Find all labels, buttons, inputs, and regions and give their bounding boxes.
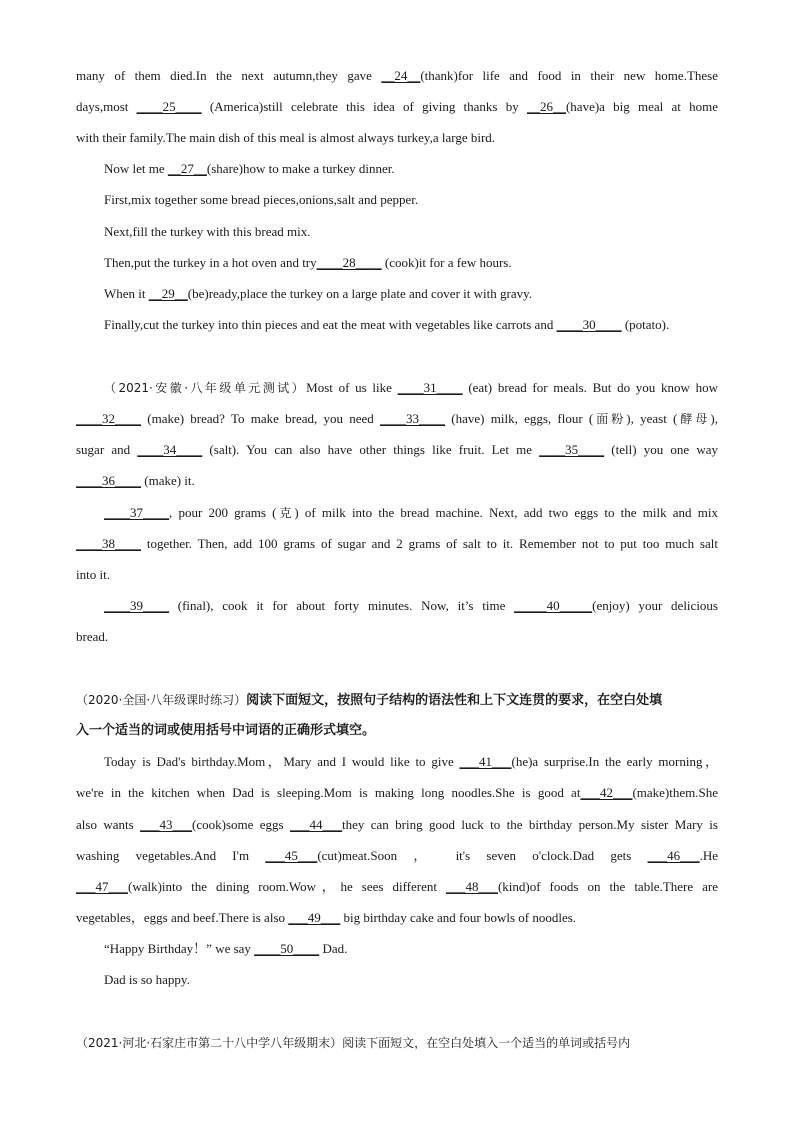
p2-line-5: ____37____, pour 200 grams (克) of milk into the bread machine. Next, add two eggs to the milk and mix <box>104 505 718 520</box>
blank-38[interactable]: ____38____ <box>76 536 141 551</box>
blank-40[interactable]: _____40_____ <box>514 598 593 613</box>
p3-instruction-1: （2020·全国·八年级课时练习）阅读下面短文，按照句子结构的语法性和上下文连贯的要求，在空白处填 <box>76 693 663 708</box>
p1-line-7: Then,put the turkey in a hot oven and try____28____ (cook)it for a few hours. <box>104 255 512 270</box>
p3-line-3: also wants ___43___(cook)some eggs ___44___they can bring good luck to the birthday person.My sister Mary is <box>76 817 718 832</box>
p3-line-4: washing vegetables.And I'm ___45___(cut)meat.Soon ， it's seven o'clock.Dad gets ___46___.He <box>76 848 718 863</box>
blank-41[interactable]: ___41___ <box>459 754 512 769</box>
p3-line-1: Today is Dad's birthday.Mom，Mary and I would like to give ___41___(he)a surprise.In the early morning， <box>104 754 718 769</box>
p2-line-8: ____39____ (final), cook it for about forty minutes. Now, it’s time _____40_____(enjoy) your delicious <box>104 598 718 613</box>
blank-36[interactable]: ____36____ <box>76 473 141 488</box>
blank-42[interactable]: ___42___ <box>580 785 633 800</box>
p2-line-3: sugar and ____34____ (salt). You can also have other things like fruit. Let me ____35____ (tell) you one way <box>76 442 718 457</box>
p4-instruction: （2021·河北·石家庄市第二十八中学八年级期末）阅读下面短文，在空白处填入一个适当的单词或括号内 <box>76 1036 631 1050</box>
blank-28[interactable]: ____28____ <box>316 255 382 270</box>
p3-line-7: “Happy Birthday！” we say ____50____ Dad. <box>104 941 348 956</box>
p1-line-4: Now let me __27__(share)how to make a turkey dinner. <box>104 161 395 176</box>
p3-line-6: vegetables，eggs and beef.There is also ___49___ big birthday cake and four bowls of noodles. <box>76 910 577 925</box>
blank-32[interactable]: ____32____ <box>76 411 141 426</box>
blank-26[interactable]: __26__ <box>526 99 566 114</box>
blank-44[interactable]: ___44___ <box>290 817 342 832</box>
blank-30[interactable]: ____30____ <box>556 317 622 332</box>
source-label: （2020·全国·八年级课时练习） <box>76 693 247 707</box>
p2-line-7: into it. <box>76 567 110 582</box>
blank-29[interactable]: __29__ <box>148 286 188 301</box>
blank-24[interactable]: __24__ <box>381 68 421 83</box>
p1-line-3: with their family.The main dish of this meal is almost always turkey,a large bird. <box>76 130 496 145</box>
blank-27[interactable]: __27__ <box>167 161 207 176</box>
p3-line-2: we're in the kitchen when Dad is sleeping.Mom is making long noodles.She is good at___42___(make)them.She <box>76 785 718 800</box>
p2-line-4: ____36____ (make) it. <box>76 473 195 488</box>
blank-25[interactable]: ____25____ <box>136 99 202 114</box>
p3-instruction-2: 入一个适当的词或使用括号中词语的正确形式填空。 <box>76 723 376 738</box>
blank-34[interactable]: ____34____ <box>137 442 203 457</box>
blank-45[interactable]: ___45___ <box>265 848 318 863</box>
blank-37[interactable]: ____37____ <box>104 505 169 520</box>
p2-line-6: ____38____ together. Then, add 100 grams of sugar and 2 grams of salt to it. Remember not to put too much salt <box>76 536 718 551</box>
blank-50[interactable]: ____50____ <box>254 941 320 956</box>
p1-line-9: Finally,cut the turkey into thin pieces and eat the meat with vegetables like carrots and ____30____ (potato). <box>104 317 670 332</box>
p3-line-8: Dad is so happy. <box>104 972 190 987</box>
p2-line-9: bread. <box>76 629 109 644</box>
blank-43[interactable]: ___43___ <box>140 817 193 832</box>
p3-line-5: ___47___(walk)into the dining room.Wow，he sees different ___48___(kind)of foods on the table.There are <box>76 879 719 894</box>
blank-31[interactable]: ____31____ <box>397 380 463 395</box>
p2-line-2: ____32____ (make) bread? To make bread, you need ____33____ (have) milk, eggs, flour (面粉), yeast (酵母), <box>76 411 718 426</box>
blank-49[interactable]: ___49___ <box>288 910 341 925</box>
blank-48[interactable]: ___48___ <box>445 879 498 894</box>
blank-46[interactable]: ___46___ <box>647 848 700 863</box>
blank-33[interactable]: ____33____ <box>380 411 446 426</box>
p2-line-1: （2021·安徽·八年级单元测试）Most of us like ____31____ (eat) bread for meals. But do you know how <box>104 380 718 395</box>
blank-35[interactable]: ____35____ <box>539 442 605 457</box>
source-label: （2021·安徽·八年级单元测试） <box>104 381 307 395</box>
p1-line-2: days,most ____25____ (America)still celebrate this idea of giving thanks by __26__(have)a big meal at home <box>76 99 719 114</box>
p1-line-8: When it __29__(be)ready,place the turkey on a large plate and cover it with gravy. <box>104 286 532 301</box>
blank-47[interactable]: ___47___ <box>76 879 128 894</box>
p1-line-5: First,mix together some bread pieces,onions,salt and pepper. <box>104 192 419 207</box>
blank-39[interactable]: ____39____ <box>104 598 169 613</box>
p1-line-6: Next,fill the turkey with this bread mix. <box>104 224 311 239</box>
p1-line-1: many of them died.In the next autumn,they gave __24__(thank)for life and food in their new home.These <box>76 68 718 83</box>
